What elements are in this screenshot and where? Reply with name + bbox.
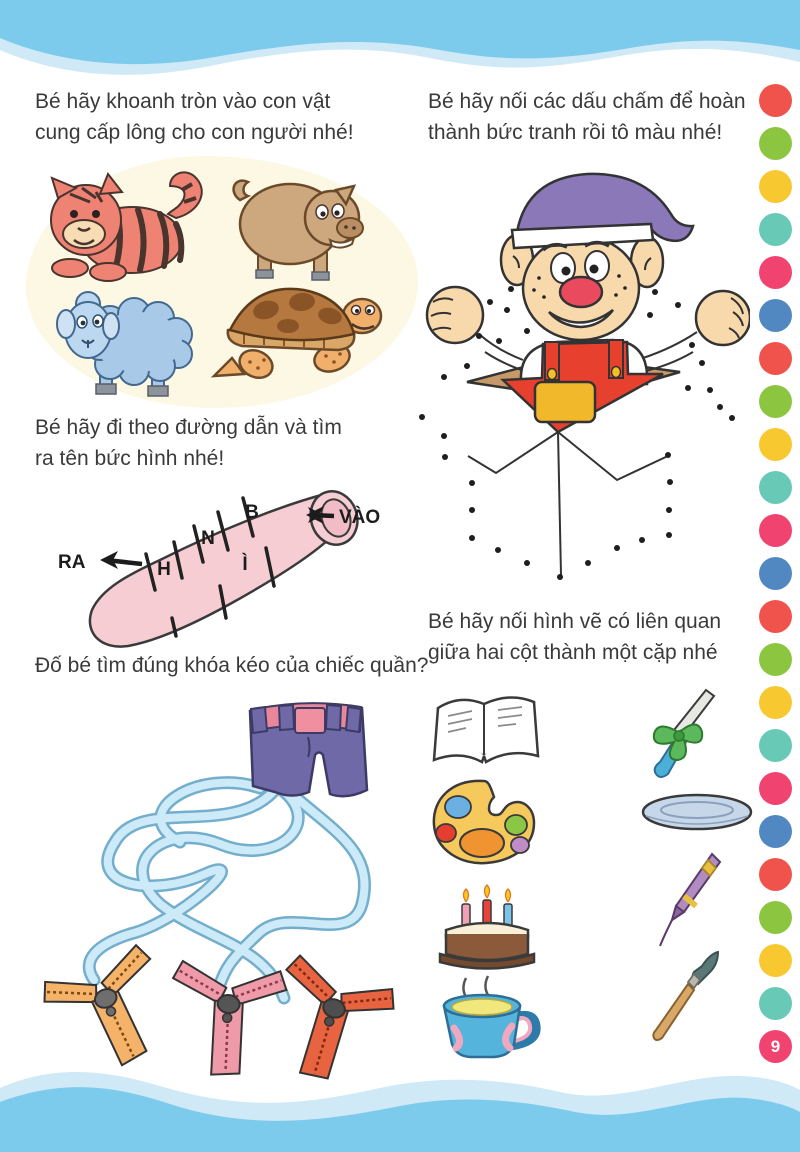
color-dot-green xyxy=(759,127,792,160)
right-fist xyxy=(696,291,750,345)
color-dot-red xyxy=(759,342,792,375)
task-follow-path xyxy=(35,412,415,474)
color-dot-yellow xyxy=(759,428,792,461)
task-connect-dots-line1: Bé hãy nối các dấu chấm để hoàn xyxy=(428,90,746,113)
animals-panel xyxy=(26,156,418,408)
turtle-image xyxy=(204,272,394,390)
clown-nose xyxy=(560,277,602,307)
exit-arrow xyxy=(100,551,142,569)
task-follow-path-line1: Bé hãy đi theo đường dẫn và tìm xyxy=(35,416,342,439)
tube-letter-n: N xyxy=(201,528,215,549)
dot-to-dot-image xyxy=(415,160,750,605)
color-dot-blue xyxy=(759,299,792,332)
color-dot-blue xyxy=(759,815,792,848)
color-dot-teal xyxy=(759,987,792,1020)
task-match-pairs xyxy=(428,606,758,668)
task-connect-dots-line2: thành bức tranh rồi tô màu nhé! xyxy=(428,121,723,144)
pig-image xyxy=(218,166,378,286)
teacup-icon xyxy=(430,972,548,1060)
color-dot-yellow xyxy=(759,686,792,719)
tube-puzzle-image xyxy=(40,478,390,653)
top-wave-border xyxy=(0,0,800,92)
color-dot-teal xyxy=(759,213,792,246)
color-dot-pink xyxy=(759,772,792,805)
left-fist xyxy=(427,287,483,343)
task-circle-animals-line1: Bé hãy khoanh tròn vào con vật xyxy=(35,90,331,113)
task-find-zipper-line1: Đố bé tìm đúng khóa kéo của chiếc quần? xyxy=(35,654,429,677)
task-find-zipper xyxy=(35,650,435,681)
zipper-maze-image xyxy=(30,692,425,1097)
tube-letter-b: B xyxy=(245,502,259,523)
task-circle-animals xyxy=(35,86,415,148)
color-dot-pink xyxy=(759,256,792,289)
shorts-image xyxy=(250,703,367,796)
tube-letter-h: H xyxy=(157,559,171,580)
paint-palette-icon xyxy=(428,775,540,867)
color-dot-red xyxy=(759,84,792,117)
entry-label: VÀO xyxy=(339,507,381,528)
color-dot-green xyxy=(759,643,792,676)
task-circle-animals-line2: cung cấp lông cho con người nhé! xyxy=(35,121,354,144)
plate-icon xyxy=(638,788,756,838)
pocket xyxy=(535,382,595,422)
knife-with-bow-icon xyxy=(648,686,726,784)
color-dot-pink xyxy=(759,1030,792,1063)
tiger-image xyxy=(34,162,219,290)
color-dot-teal xyxy=(759,729,792,762)
box-flap-lines xyxy=(468,432,670,575)
paintbrush-icon xyxy=(648,944,724,1046)
zipper-orange xyxy=(38,942,183,1083)
task-connect-dots xyxy=(428,86,758,148)
color-dot-pink xyxy=(759,514,792,547)
color-dot-yellow xyxy=(759,944,792,977)
color-dot-green xyxy=(759,901,792,934)
color-dot-red xyxy=(759,858,792,891)
candles xyxy=(462,885,512,926)
exit-label: RA xyxy=(58,552,86,573)
tube-letter-i: Ì xyxy=(242,554,248,575)
pen-icon xyxy=(650,850,724,950)
color-dot-teal xyxy=(759,471,792,504)
open-book-icon xyxy=(430,690,542,776)
color-dot-blue xyxy=(759,557,792,590)
task-match-pairs-line1: Bé hãy nối hình vẽ có liên quan xyxy=(428,610,722,633)
color-dot-green xyxy=(759,385,792,418)
side-dots xyxy=(759,84,792,1063)
page-number: 9 xyxy=(770,1036,781,1056)
task-match-pairs-line2: giữa hai cột thành một cặp nhé xyxy=(428,641,718,664)
task-follow-path-line2: ra tên bức hình nhé! xyxy=(35,447,225,470)
color-dot-red xyxy=(759,600,792,633)
sheep-image xyxy=(48,278,223,400)
color-dot-yellow xyxy=(759,170,792,203)
birthday-cake-icon xyxy=(432,878,542,973)
